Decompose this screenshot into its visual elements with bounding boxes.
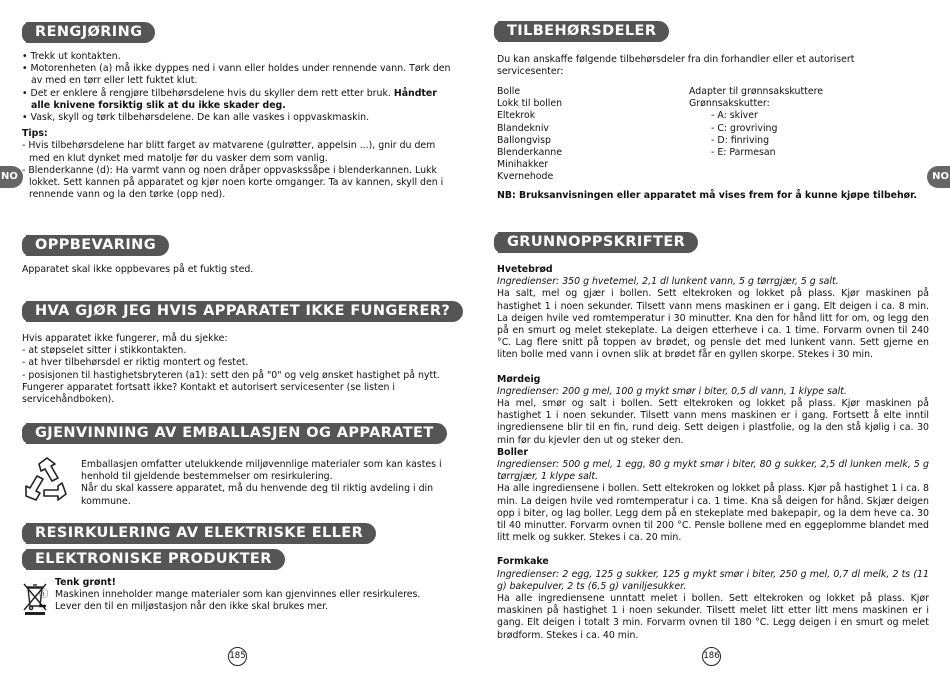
think-green-label: Tenk grønt! [55,577,116,588]
accessory-item: Eltekrok [497,110,536,122]
accessory-item: Kvernehode [497,171,554,183]
recipes-heading: GRUNNOPPSKRIFTER [498,232,698,253]
trouble-check: - posisjonen til hastighetsbryteren (a1): sett den på "0" og velg ønsket hastighet på nytt. [22,370,454,382]
trouble-check: - at hver tilbehørsdel er riktig montert og festet. [22,357,454,369]
cleaning-item: • Trekk ut kontakten. [22,51,454,63]
recycling-line1: ⓘ Maskinen inneholder mange materialer som kan gjenvinnes eller resirkuleres. [39,589,421,601]
accessory-item: Lokk til bollen [497,98,563,110]
accessory-item: Blandekniv [497,122,549,134]
accessory-item: Bolle [497,86,521,97]
cutter-item: - A: skiver [711,110,758,122]
accessory-item: Minihakker [497,159,549,171]
recycling-body [39,577,455,614]
recipe-method: Ha alle ingrediensene i bollen. Sett eltekroken og lokket på plass. Kjør på hastighet 1 i ca. 8 min. La deigen hvile ved romtemperatur i ca. 1 time. Kna så deigen for hånd. Skjær deigen opp i biter, og lag boller. Legg dem på en stekeplate med bakepapir, og la dem heve ca. 30 til 40 minutter. Forvarm ovnen til 200 °C. Pensle bollene med en eggeplomme blandet med litt melk og sukker. Stekes i ca. 20 min. [497,483,929,544]
recipe-method: Ha alle ingrediensene unntatt melet i bollen. Sett eltekroken og lokket på plass. Kjør maskinen på hastighet 1 i noen sekunder. Tilsett melet litt etter litt mens maskinen er i gang. Elt deigen i totalt 3 min. Forvarm ovnen til 180 °C. Legg deigen i en smurt og melet brødform. Stekes i ca. 40 min. [497,593,929,641]
accessory-item: Ballongvisp [497,134,552,146]
recycle-icon [22,456,72,504]
cleaning-body [22,51,454,201]
language-tab-right: NO [927,166,950,188]
accessories-note: NB: Bruksanvisningen eller apparatet må vises frem for å kunne kjøpe tilbehør. [497,190,917,201]
recycling-heading-1: RESIRKULERING AV ELEKTRISKE ELLER [26,523,376,544]
recipe-name: Mørdeig [497,373,541,385]
packaging-body [81,459,454,508]
cleaning-item: • Vask, skyll og tørk tilbehørsdelene. De kan alle vaskes i oppvaskmaskin. [22,112,454,124]
recipe-name: Boller [497,446,528,458]
recipe-ingredients: Ingredienser: 200 g mel, 100 g mykt smør i biter, 0,5 dl vann, 1 klype salt. [497,385,847,397]
cutter-item: - D: finriving [711,134,770,146]
cleaning-item: • Motorenheten (a) må ikke dyppes ned i vann eller holdes under rennende vann. Tørk den av med en tørr eller lett fuktet klut. [22,63,454,87]
tip-item: - Hvis tilbehørsdelene har blitt farget av matvarene (gulrøtter, appelsin ...), gnir du dem med en klut dynket med matolje før du vasker dem som vanlig. [22,140,454,164]
cutter-item: - E: Parmesan [711,147,776,159]
packaging-text1: Emballasjen omfatter utelukkende miljøvennlige materialer som kan kastes i henhold til gjeldende bestemmelser om resirkulering. [81,459,442,483]
recipe-ingredients: Ingredienser: 2 egg, 125 g sukker, 125 g mykt smør i biter, 250 g mel, 0,7 dl melk, 2 ts (11 g) bakepulver, 2 ts (6,5 g) vaniljesukker. [497,568,929,592]
recipe [497,374,929,447]
tip-item: - Blenderkanne (d): Ha varmt vann og noen dråper oppvaskssåpe i blenderkannen. Lukk lokket. Sett kannen på apparatet og kjør noen korte omganger. Ta av kannen, skyll den i rennende vann og la den tørke (opp ned). [22,165,454,202]
recipe [497,556,929,641]
page-number-left: 185 [228,647,247,666]
language-tab-left: NO [0,166,23,188]
recipe-ingredients: Ingredienser: 350 g hvetemel, 2,1 dl lunkent vann, 5 g tørrgjær, 5 g salt. [497,276,839,288]
packaging-heading: GJENVINNING AV EMBALLASJEN OG APPARATET [26,423,447,444]
trouble-outro: Fungerer apparatet fortsatt ikke? Kontakt et autorisert servicesenter (se listen i servicehåndboken). [22,381,396,406]
accessories-heading: TILBEHØRSDELER [498,21,669,42]
trouble-body [22,333,454,406]
recipes-body [497,264,929,642]
recycling-line2: ➦ Lever den til en miljøstasjon når den ikke skal brukes mer. [39,601,329,613]
cutter-item: - C: grovriving [711,122,778,134]
tips-label: Tips: [22,128,48,140]
recipe-method: Ha salt, mel og gjær i bollen. Sett eltekroken og lokket på plass. Kjør maskinen på hastighet 1 i noen sekunder. Tilsett vann mens maskinen er i gang. Elt deigen i ca. 8 min. La deigen hvile ved romtemperatur i 30 minutter. Kna den for hånd litt for om, og legg den på en smurt og melet stekeplate. La deigen etterheve i ca. 1 time. Forvarm ovnen til 240 °C. Lag flere snitt på toppen av brødet, og pensle det med lunkent vann. Sett gjerne en liten bolle med vann i ovnen slik at brødet får en gyllen skorpe. Stekes i 30 min. [497,288,929,361]
recipe [497,264,929,362]
cleaning-heading: RENGJØRING [26,22,155,43]
recipe-name: Hvetebrød [497,264,553,275]
recipe-name: Formkake [497,556,549,568]
recipe-method: Ha mel, smør og salt i bollen. Sett eltekroken og lokket på plass. Kjør maskinen på hastighet 1 i noen sekunder. Tilsett vann mens maskinen er i gang. Fortsett å elte inntil ingrediensene blir til en fin, rund deig. Sett deigen i plastfolie, og la den stå kjølig i ca. 30 min før du kjevler den ut og steker den. [497,398,929,446]
accessories-list-1 [497,86,562,184]
cleaning-item: • Det er enklere å rengjøre tilbehørsdelene hvis du skyller dem rett etter bruk. Håndter alle knivene forsiktig slik at du ikke skader deg. [22,88,454,112]
storage-heading: OPPBEVARING [26,235,169,256]
accessories-list-2 [689,86,823,159]
recycling-heading-2: ELEKTRONISKE PRODUKTER [26,549,285,570]
trouble-heading: HVA GJØR JEG HVIS APPARATET IKKE FUNGERER? [26,301,463,322]
accessory-item: Adapter til grønnsakskuttere [689,86,824,97]
trouble-check: - at støpselet sitter i stikkontakten. [22,345,454,357]
recipe [497,447,929,545]
recipe-ingredients: Ingredienser: 500 g mel, 1 egg, 80 g mykt smør i biter, 80 g sukker, 2,5 dl lunken melk, 5 g tørrgjær, 1 klype salt. [497,459,929,483]
accessory-item: Blenderkanne [497,147,562,159]
packaging-text2: Når du skal kassere apparatet, må du henvende deg til riktig avdeling i din kommune. [81,483,434,507]
storage-text: Apparatet skal ikke oppbevares på et fuktig sted. [22,264,254,275]
trouble-intro: Hvis apparatet ikke fungerer, må du sjekke: [22,333,228,344]
page-number-right: 186 [702,647,721,666]
accessory-item: Grønnsakskutter: [689,98,770,110]
arrow-icon: ➦ [39,601,47,613]
info-icon: ⓘ [39,589,49,601]
accessories-intro: Du kan anskaffe følgende tilbehørsdeler fra din forhandler eller et autorisert servicesenter: [497,54,855,78]
